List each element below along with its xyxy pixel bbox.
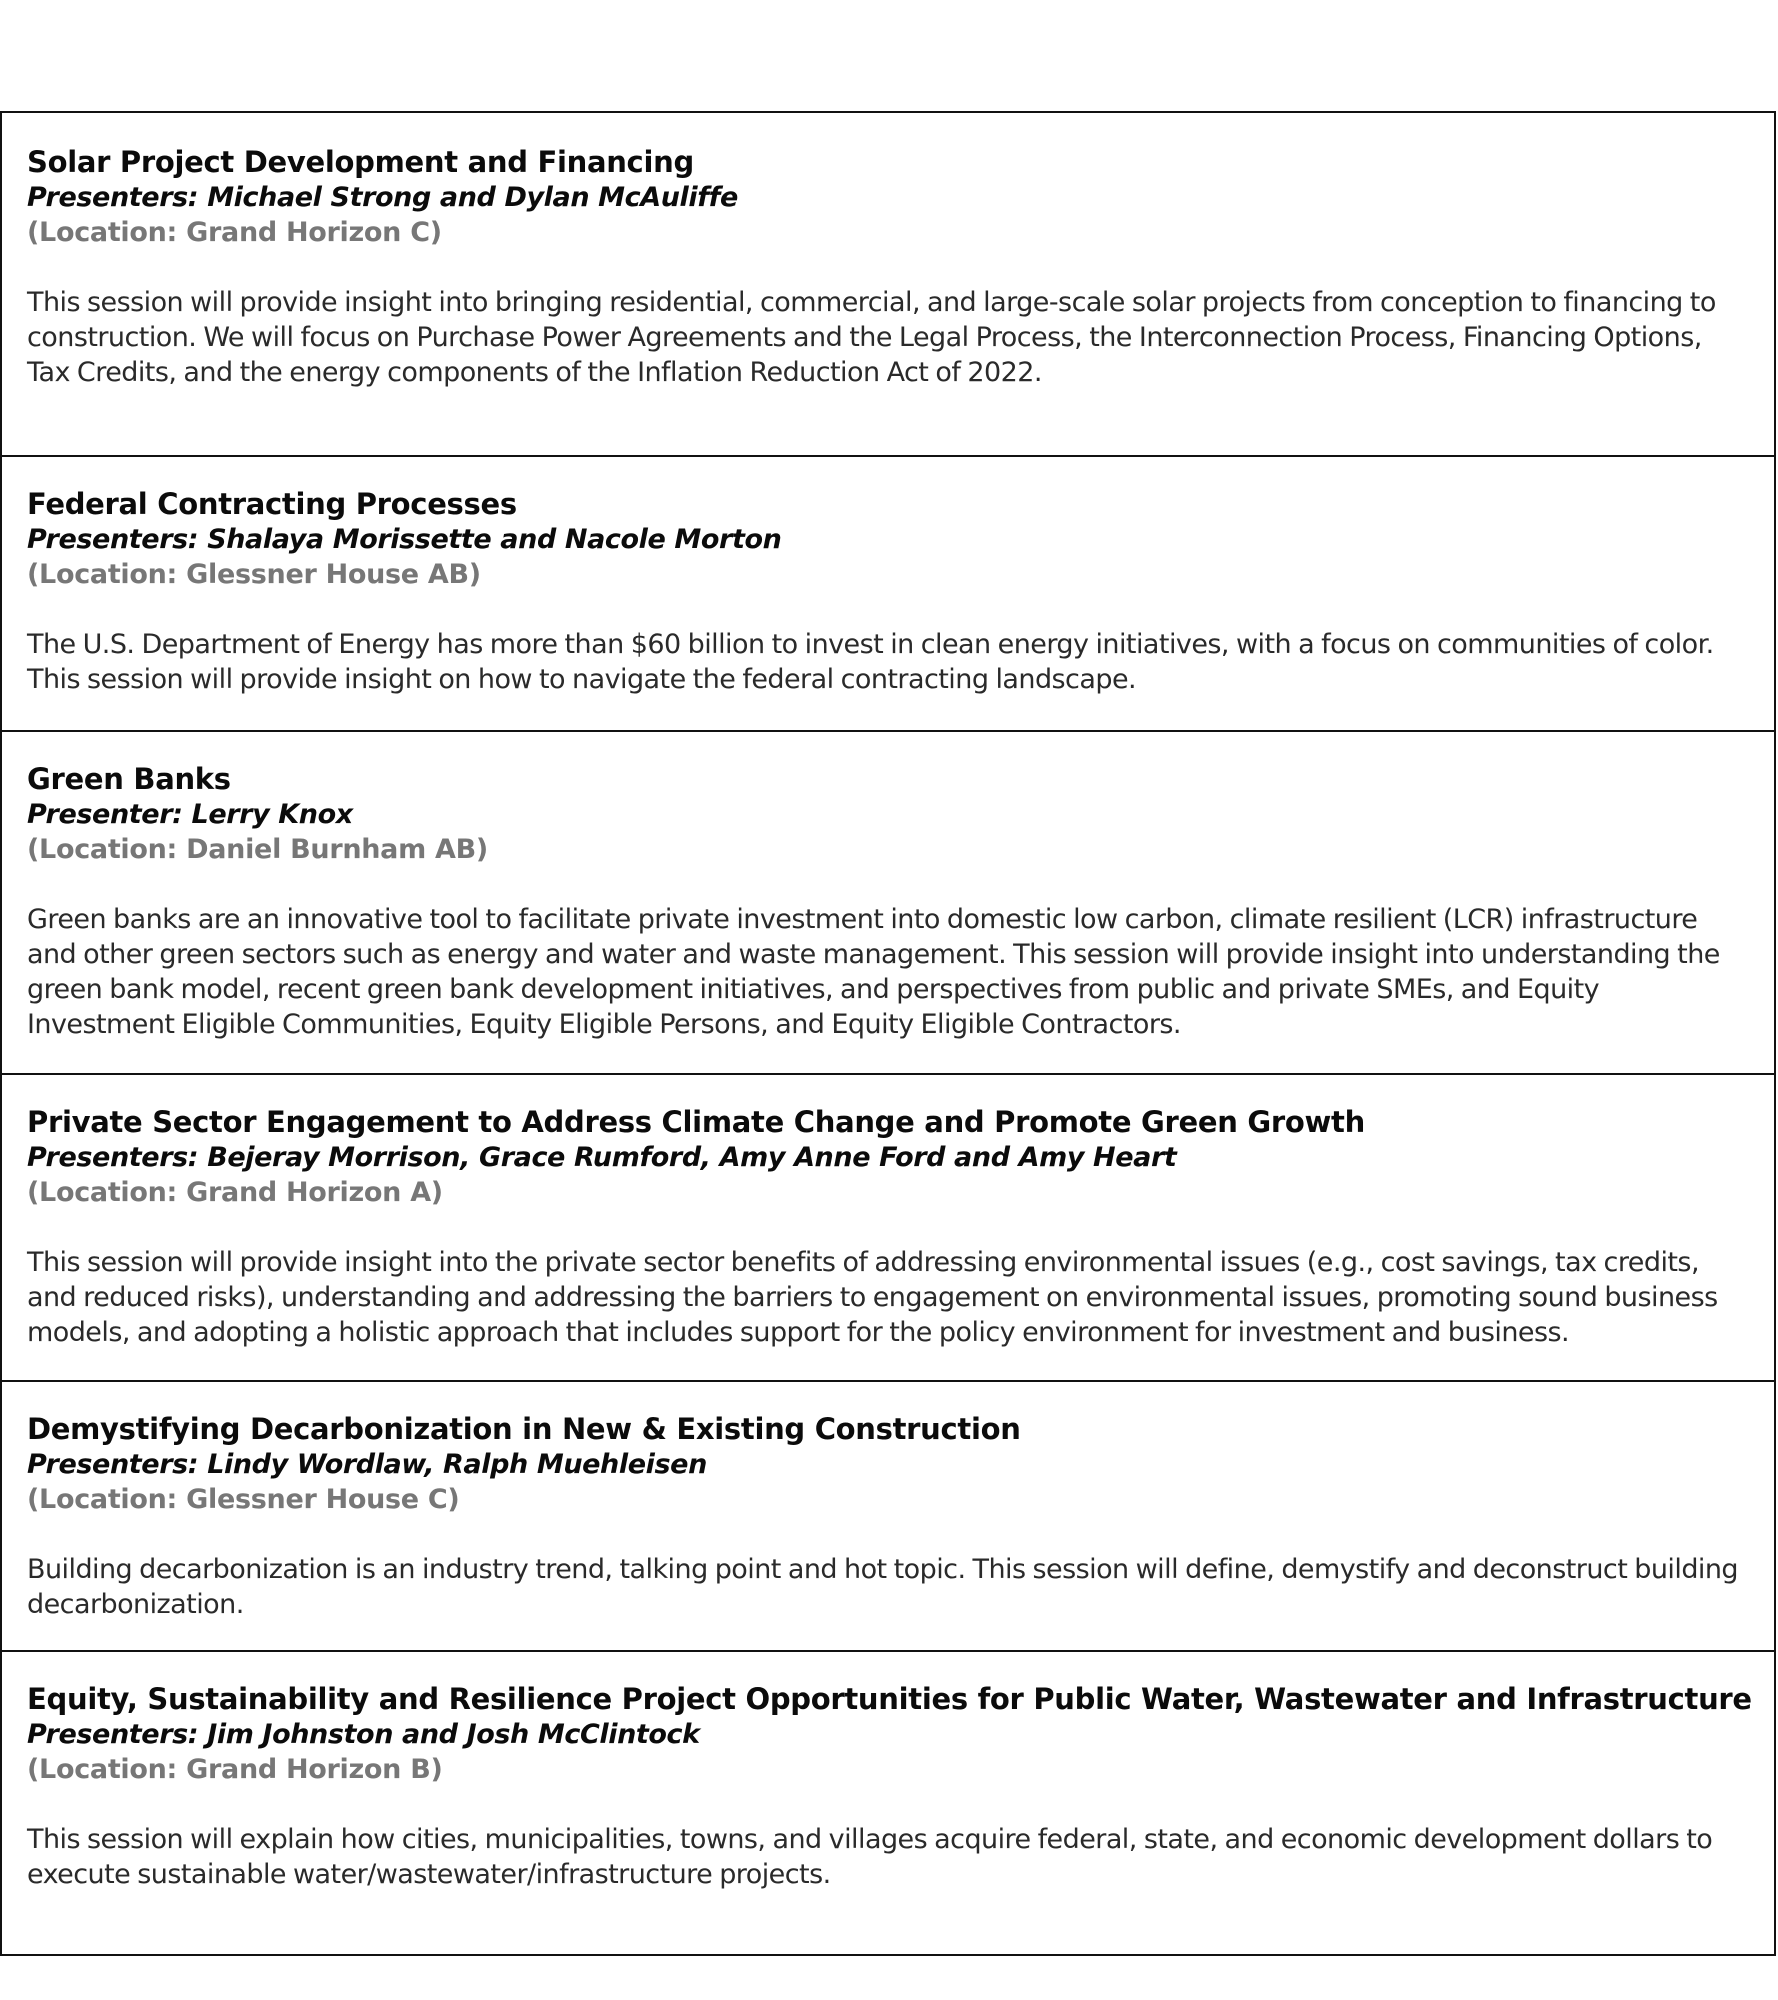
session-title: Federal Contracting Processes: [27, 487, 517, 521]
session-description: This session will provide insight into bringing residential, commercial, and large-scale solar projects from conception to financing to construction. We will focus on Purchase Power Agreements and the Legal Process, the Interconnection Process, Financing Options, Tax Credits, and the energy components of the Inflation Reduction Act of 2022.: [27, 287, 1716, 388]
session-location: (Location: Daniel Burnham AB): [27, 834, 488, 865]
session-title: Demystifying Decarbonization in New & Existing Construction: [27, 1412, 1021, 1446]
session-description: The U.S. Department of Energy has more than $60 billion to invest in clean energy initiatives, with a focus on communities of color. This session will provide insight on how to navigate the federal contracting landscape.: [27, 629, 1714, 695]
session-title: Equity, Sustainability and Resilience Project Opportunities for Public Water, Wastewater and Infrastructure: [27, 1682, 1752, 1716]
session-title: Solar Project Development and Financing: [27, 145, 694, 179]
session-presenters: Presenters: Jim Johnston and Josh McClintock: [27, 1719, 700, 1750]
session-federal-contracting: [2, 455, 1774, 730]
session-description: This session will explain how cities, municipalities, towns, and villages acquire federal, state, and economic development dollars to execute sustainable water/wastewater/infrastructure projects.: [27, 1824, 1713, 1890]
session-location: (Location: Grand Horizon B): [27, 1754, 443, 1785]
session-location: (Location: Grand Horizon C): [27, 217, 442, 248]
session-location: (Location: Glessner House C): [27, 1484, 460, 1515]
session-solar-project-development: [2, 113, 1774, 455]
session-title: Green Banks: [27, 762, 231, 796]
session-description: Building decarbonization is an industry trend, talking point and hot topic. This session will define, demystify and deconstruct building decarbonization.: [27, 1554, 1739, 1620]
session-presenters: Presenters: Shalaya Morissette and Nacole Morton: [27, 524, 782, 555]
session-schedule-table: [0, 111, 1776, 1956]
session-equity-sustainability-resilience: [2, 1650, 1774, 1954]
session-title: Private Sector Engagement to Address Climate Change and Promote Green Growth: [27, 1105, 1365, 1139]
session-presenters: Presenter: Lerry Knox: [27, 799, 353, 830]
session-presenters: Presenters: Michael Strong and Dylan McAuliffe: [27, 182, 738, 213]
session-green-banks: [2, 730, 1774, 1073]
session-presenters: Presenters: Lindy Wordlaw, Ralph Muehleisen: [27, 1449, 707, 1480]
session-location: (Location: Grand Horizon A): [27, 1177, 443, 1208]
session-private-sector-engagement: [2, 1073, 1774, 1380]
session-description: This session will provide insight into the private sector benefits of addressing environmental issues (e.g., cost savings, tax credits, and reduced risks), understanding and addressing the barriers to engagement on environmental issues, promoting sound business models, and adopting a holistic approach that includes support for the policy environment for investment and business.: [27, 1247, 1718, 1348]
session-description: Green banks are an innovative tool to facilitate private investment into domestic low carbon, climate resilient (LCR) infrastructure and other green sectors such as energy and water and waste management. This session will provide insight into understanding the green bank model, recent green bank development initiatives, and perspectives from public and private SMEs, and Equity Investment Eligible Communities, Equity Eligible Persons, and Equity Eligible Contractors.: [27, 904, 1720, 1040]
session-presenters: Presenters: Bejeray Morrison, Grace Rumford, Amy Anne Ford and Amy Heart: [27, 1142, 1177, 1173]
session-demystifying-decarbonization: [2, 1380, 1774, 1650]
session-location: (Location: Glessner House AB): [27, 559, 481, 590]
